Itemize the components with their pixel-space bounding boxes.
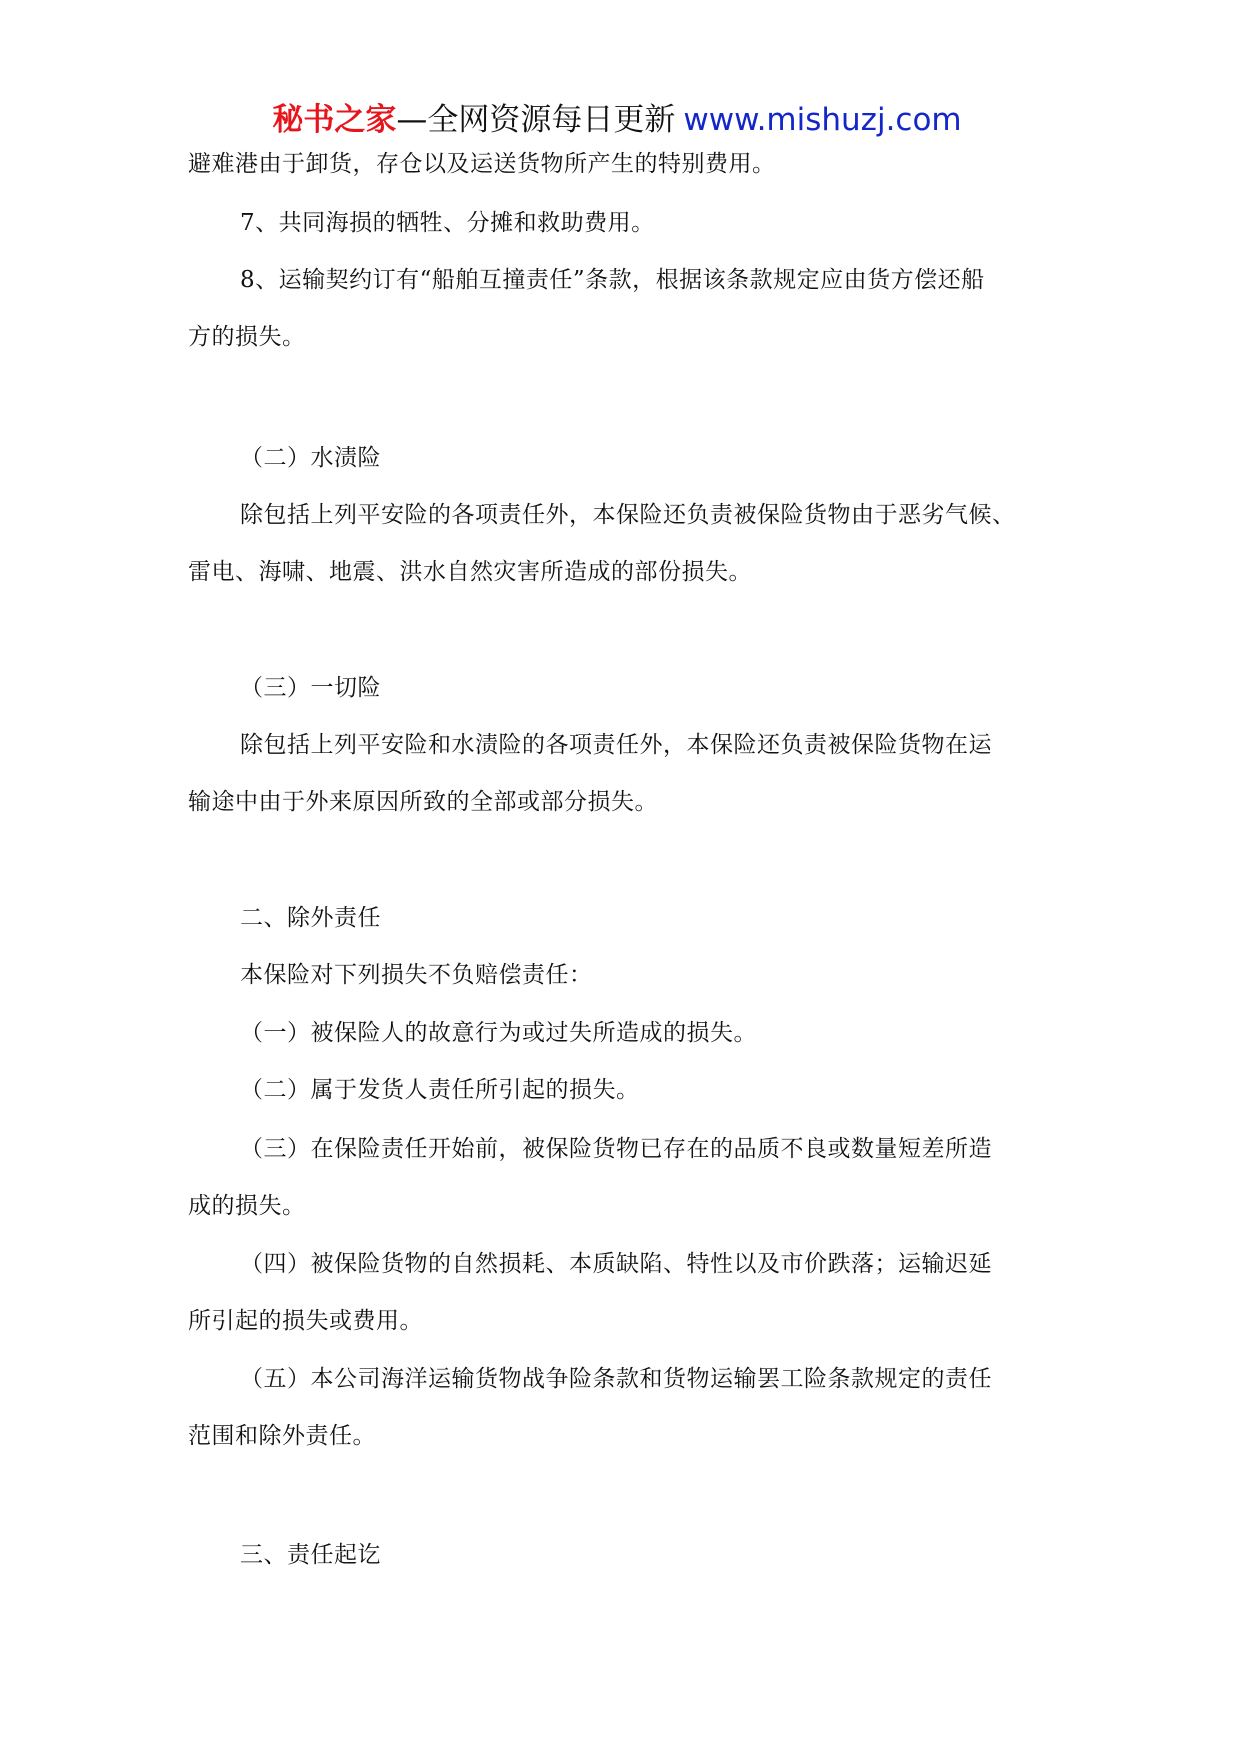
- paragraph-line: 输途中由于外来原因所致的全部或部分损失。: [188, 789, 658, 815]
- list-item: （一）被保险人的故意行为或过失所造成的损失。: [240, 1020, 757, 1046]
- paragraph-line: 雷电、海啸、地震、洪水自然灾害所造成的部份损失。: [188, 559, 752, 585]
- section-heading-all-risks: （三）一切险: [240, 675, 381, 701]
- paragraph-line: 除包括上列平安险和水渍险的各项责任外，本保险还负责被保险货物在运: [240, 732, 992, 758]
- header-url-link[interactable]: www.mishuzj.com: [683, 102, 962, 138]
- list-item: （五）本公司海洋运输货物战争险条款和货物运输罢工险条款规定的责任: [240, 1366, 992, 1392]
- list-item: （四）被保险货物的自然损耗、本质缺陷、特性以及市价跌落；运输迟延: [240, 1251, 992, 1277]
- header-tagline: —全网资源每日更新: [396, 102, 676, 138]
- paragraph-line: 范围和除外责任。: [188, 1423, 376, 1449]
- header-brand: 秘书之家: [272, 102, 397, 138]
- paragraph-line: 除包括上列平安险的各项责任外，本保险还负责被保险货物由于恶劣气候、: [240, 502, 1016, 528]
- page-header: [0, 100, 1234, 140]
- section-heading-water-damage: （二）水渍险: [240, 445, 381, 471]
- list-item: （三）在保险责任开始前，被保险货物已存在的品质不良或数量短差所造: [240, 1136, 992, 1162]
- section-heading-duration: 三、责任起讫: [240, 1542, 381, 1568]
- paragraph-line: 所引起的损失或费用。: [188, 1308, 423, 1334]
- paragraph-line: 本保险对下列损失不负赔偿责任：: [240, 962, 593, 988]
- section-heading-exclusions: 二、除外责任: [240, 905, 381, 931]
- paragraph-line: 成的损失。: [188, 1193, 306, 1219]
- list-item-7: 7、共同海损的牺牲、分摊和救助费用。: [240, 210, 655, 236]
- list-item-8: 8、运输契约订有“船舶互撞责任”条款，根据该条款规定应由货方偿还船: [240, 267, 985, 293]
- paragraph-line: 方的损失。: [188, 324, 306, 350]
- paragraph-line: 避难港由于卸货，存仓以及运送货物所产生的特别费用。: [188, 151, 776, 177]
- list-item: （二）属于发货人责任所引起的损失。: [240, 1077, 640, 1103]
